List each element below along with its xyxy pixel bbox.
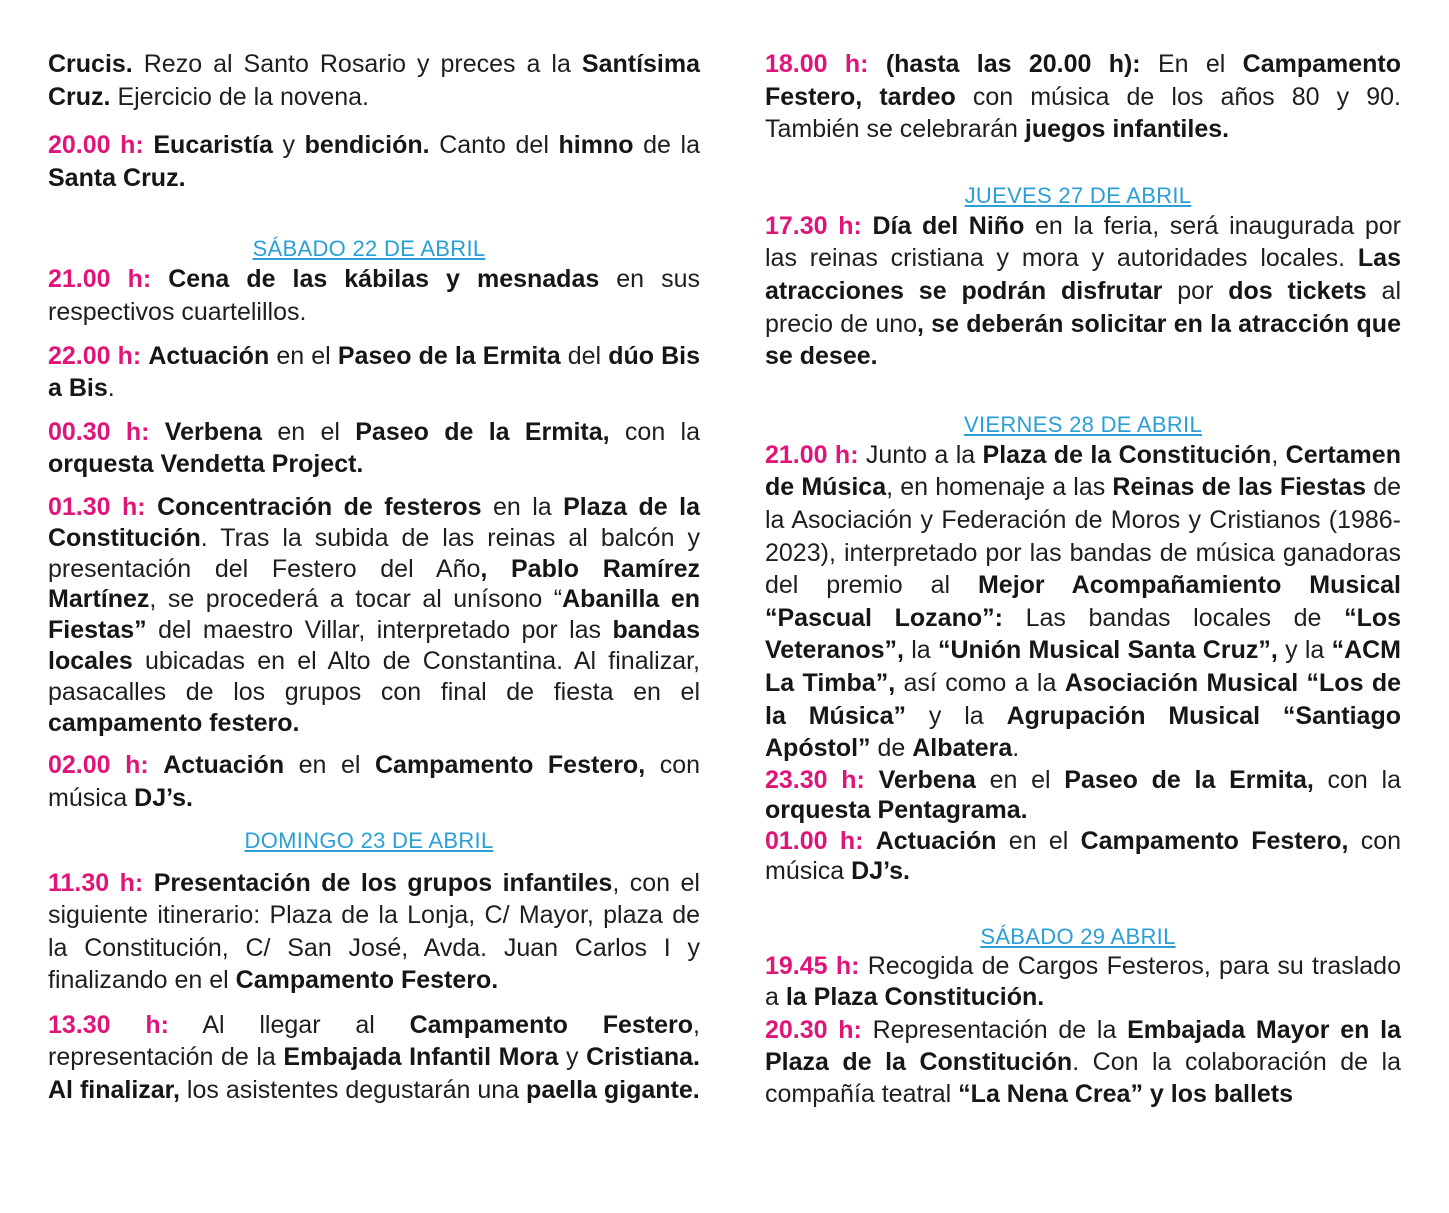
text-bold: Actuación bbox=[148, 341, 270, 370]
text: . bbox=[107, 374, 115, 403]
text: la bbox=[903, 636, 938, 665]
time-label: 21.00 h: bbox=[48, 265, 152, 294]
paragraph-actuacion-djs bbox=[48, 749, 700, 814]
text: , en homenaje a las bbox=[886, 473, 1113, 502]
time-label: 19.45 h: bbox=[765, 951, 860, 980]
text-bold: “Unión Musical Santa Cruz”, bbox=[937, 636, 1278, 665]
time-label: 02.00 h: bbox=[48, 751, 149, 780]
text-bold: Concentración de festeros bbox=[157, 492, 482, 521]
text-bold: paella gigante. bbox=[526, 1076, 700, 1105]
text-bold: orquesta Pentagrama. bbox=[765, 796, 1028, 825]
text: . bbox=[1012, 734, 1020, 763]
paragraph-embajada-mayor bbox=[765, 1014, 1401, 1111]
text: En el bbox=[1140, 50, 1243, 78]
text: y la bbox=[1277, 636, 1332, 665]
text-bold: Paseo de la Ermita bbox=[337, 341, 561, 370]
text: con música de los años 80 y 90. También se celebrarán bbox=[765, 82, 1401, 144]
text-bold: Eucaristía bbox=[153, 131, 273, 160]
text: Rezo al Santo Rosario y preces a la bbox=[132, 50, 582, 78]
text-bold: Actuación bbox=[875, 826, 997, 855]
text-bold: Campamento Festero, tardeo bbox=[765, 50, 1402, 111]
text-bold: orquesta Vendetta Project. bbox=[48, 450, 364, 479]
time-label: 11.30 h: bbox=[48, 868, 144, 897]
time-label: 20.00 h: bbox=[48, 131, 144, 160]
text-bold: dos tickets bbox=[1228, 276, 1367, 305]
time-label: 00.30 h: bbox=[48, 417, 150, 446]
text-bold: Plaza de la Constitución bbox=[48, 492, 700, 552]
day-heading-viernes-28: VIERNES 28 DE ABRIL bbox=[963, 411, 1203, 437]
text: en el bbox=[975, 765, 1065, 794]
text: del bbox=[560, 341, 609, 370]
text: y bbox=[272, 131, 305, 160]
text-bold: Asociación Musical “Los de la Música” bbox=[765, 668, 1401, 730]
day-heading-sabado-22: SÁBADO 22 DE ABRIL bbox=[252, 236, 486, 262]
text: en el bbox=[996, 826, 1081, 855]
time-label: 20.30 h: bbox=[765, 1015, 862, 1044]
paragraph-certamen bbox=[765, 439, 1401, 765]
text: . Con la colaboración de la compañía teatral bbox=[765, 1047, 1401, 1109]
text-bold: Paseo de la Ermita, bbox=[1064, 765, 1314, 794]
text-bold: Mejor Acompañamiento Musical “Pascual Lozano”: bbox=[765, 571, 1402, 632]
right-column bbox=[765, 48, 1401, 1111]
text-bold: Cristiana. Al finalizar, bbox=[48, 1043, 700, 1105]
text-bold: Embajada Infantil Mora bbox=[283, 1043, 559, 1072]
text: de bbox=[870, 734, 913, 763]
text-bold: Campamento Festero, bbox=[1080, 826, 1349, 855]
text-bold: , se deberán solicitar en la atracción que se desee. bbox=[765, 309, 1401, 371]
paragraph-tardeo bbox=[765, 48, 1401, 146]
text-bold: Verbena bbox=[878, 765, 976, 794]
left-column bbox=[48, 48, 700, 1107]
time-label: 22.00 h: bbox=[48, 341, 142, 370]
day-heading-sabado-29: SÁBADO 29 ABRIL bbox=[980, 923, 1176, 949]
text-bold: Reinas de las Fiestas bbox=[1112, 473, 1367, 502]
text-bold: DJ’s. bbox=[134, 783, 193, 812]
text-bold: Actuación bbox=[163, 751, 285, 780]
text: con música bbox=[765, 826, 1402, 886]
paragraph-cena bbox=[48, 263, 700, 328]
text: en sus respectivos cuartelillos. bbox=[48, 265, 700, 326]
text-bold: Certamen de Música bbox=[765, 440, 1401, 502]
text-bold: Campamento Festero bbox=[409, 1010, 694, 1039]
text: con la bbox=[1313, 765, 1402, 794]
text: al precio de uno bbox=[765, 276, 1402, 338]
paragraph-eucaristia bbox=[48, 129, 700, 194]
paragraph-crucis bbox=[48, 48, 700, 113]
text: Recogida de Cargos Festeros, para su traslado a bbox=[765, 951, 1401, 1012]
text-bold: “La Nena Crea” y los ballets bbox=[958, 1080, 1294, 1109]
text: Canto del bbox=[429, 131, 559, 160]
text-bold: Verbena bbox=[164, 417, 263, 446]
text: ubicadas en el Alto de Constantina. Al finalizar, pasacalles de los grupos con final de fiesta en el bbox=[48, 646, 700, 706]
text: Ejercicio de la novena. bbox=[110, 82, 369, 111]
paragraph-verbena-pentagrama bbox=[765, 765, 1401, 826]
text: así como a la bbox=[895, 668, 1065, 697]
text: , bbox=[1271, 440, 1286, 469]
text-bold: Campamento Festero, bbox=[375, 751, 646, 780]
text-bold: Santa Cruz. bbox=[48, 163, 186, 192]
text: en la bbox=[481, 492, 564, 521]
text-bold: Cena de las kábilas y mesnadas bbox=[168, 265, 600, 294]
text-bold: Día del Niño bbox=[872, 211, 1025, 240]
time-label: 01.00 h: bbox=[765, 826, 864, 855]
time-label: 23.30 h: bbox=[765, 765, 865, 794]
text-bold: Campamento Festero. bbox=[235, 966, 499, 995]
text-bold: Crucis. bbox=[48, 50, 133, 78]
time-label: 17.30 h: bbox=[765, 211, 862, 240]
time-label: 18.00 h: bbox=[765, 50, 869, 78]
text-bold: Las atracciones se podrán disfrutar bbox=[765, 244, 1401, 305]
text-bold: Paseo de la Ermita, bbox=[355, 417, 610, 446]
text: en el bbox=[269, 341, 338, 370]
text-bold: (hasta las 20.00 h): bbox=[885, 50, 1141, 78]
text: con música bbox=[48, 751, 701, 812]
paragraph-verbena-vendetta bbox=[48, 416, 700, 481]
paragraph-concentracion bbox=[48, 492, 700, 738]
text-bold: dúo Bis a Bis bbox=[48, 341, 701, 403]
text: Al llegar al bbox=[168, 1010, 410, 1039]
text-bold: Albatera bbox=[912, 734, 1013, 763]
text-bold: juegos infantiles. bbox=[1024, 115, 1230, 144]
text-bold: bendición. bbox=[304, 131, 430, 160]
text-bold: Embajada Mayor en la Plaza de la Constitución bbox=[765, 1015, 1401, 1076]
text: . Tras la subida de las reinas al balcón y presentación del Festero del Año bbox=[48, 523, 700, 583]
text-bold: Agrupación Musical “Santiago Apóstol” bbox=[765, 701, 1401, 763]
text: en el bbox=[262, 417, 356, 446]
text: y la bbox=[905, 701, 1007, 730]
text: , con el siguiente itinerario: Plaza de la Lonja, C/ Mayor, plaza de la Constitución, C/ San José, Avda. Juan Carlos I y finalizando en el bbox=[48, 868, 700, 995]
time-label: 13.30 h: bbox=[48, 1010, 169, 1039]
time-label: 21.00 h: bbox=[765, 440, 859, 469]
text: , representación de la bbox=[48, 1010, 700, 1072]
text-bold: “Los Veteranos”, bbox=[765, 603, 1402, 665]
text: del maestro Villar, interpretado por las bbox=[146, 616, 613, 645]
paragraph-dia-del-nino bbox=[765, 210, 1401, 373]
text: , se procederá a tocar al unísono “ bbox=[149, 585, 563, 614]
text: con la bbox=[609, 417, 700, 446]
day-heading-domingo-23: DOMINGO 23 DE ABRIL bbox=[244, 827, 494, 853]
paragraph-actuacion-djs-viernes bbox=[765, 826, 1401, 887]
text-bold: campamento festero. bbox=[48, 708, 300, 737]
text-bold: , Pablo Ramírez Martínez bbox=[48, 554, 700, 614]
text: de la Asociación y Federación de Moros y Cristianos (1986-2023), interpretado por las bandas de música ganadoras del premio al bbox=[765, 473, 1401, 600]
paragraph-embajada-infantil bbox=[48, 1009, 700, 1107]
text-bold: Plaza de la Constitución bbox=[982, 440, 1272, 469]
text: por bbox=[1162, 276, 1229, 305]
text: en la feria, será inaugurada por las reinas cristiana y mora y autoridades locales. bbox=[765, 211, 1401, 273]
text-bold: Presentación de los grupos infantiles bbox=[153, 868, 613, 897]
text-bold: Abanilla en Fiestas” bbox=[48, 585, 700, 645]
time-label: 01.30 h: bbox=[48, 492, 146, 521]
text-bold: bandas locales bbox=[48, 616, 700, 675]
text-bold: DJ’s. bbox=[851, 857, 910, 886]
text-bold: himno bbox=[558, 131, 634, 160]
day-heading-jueves-27: JUEVES 27 DE ABRIL bbox=[964, 182, 1192, 208]
text: en el bbox=[284, 751, 375, 780]
text: los asistentes degustarán una bbox=[179, 1076, 527, 1105]
text: y bbox=[558, 1043, 587, 1072]
text: Las bandas locales de bbox=[1002, 603, 1345, 632]
paragraph-presentacion-infantiles bbox=[48, 867, 700, 997]
text-bold: “ACM La Timba”, bbox=[765, 636, 1401, 697]
paragraph-recogida-cargos bbox=[765, 951, 1401, 1014]
text-bold: la Plaza Constitución. bbox=[785, 983, 1045, 1012]
text-bold: Santísima Cruz. bbox=[48, 50, 700, 111]
text: Representación de la bbox=[861, 1015, 1128, 1044]
text: de la bbox=[633, 131, 700, 160]
text: Junto a la bbox=[858, 440, 983, 469]
paragraph-actuacion-bis bbox=[48, 340, 700, 405]
